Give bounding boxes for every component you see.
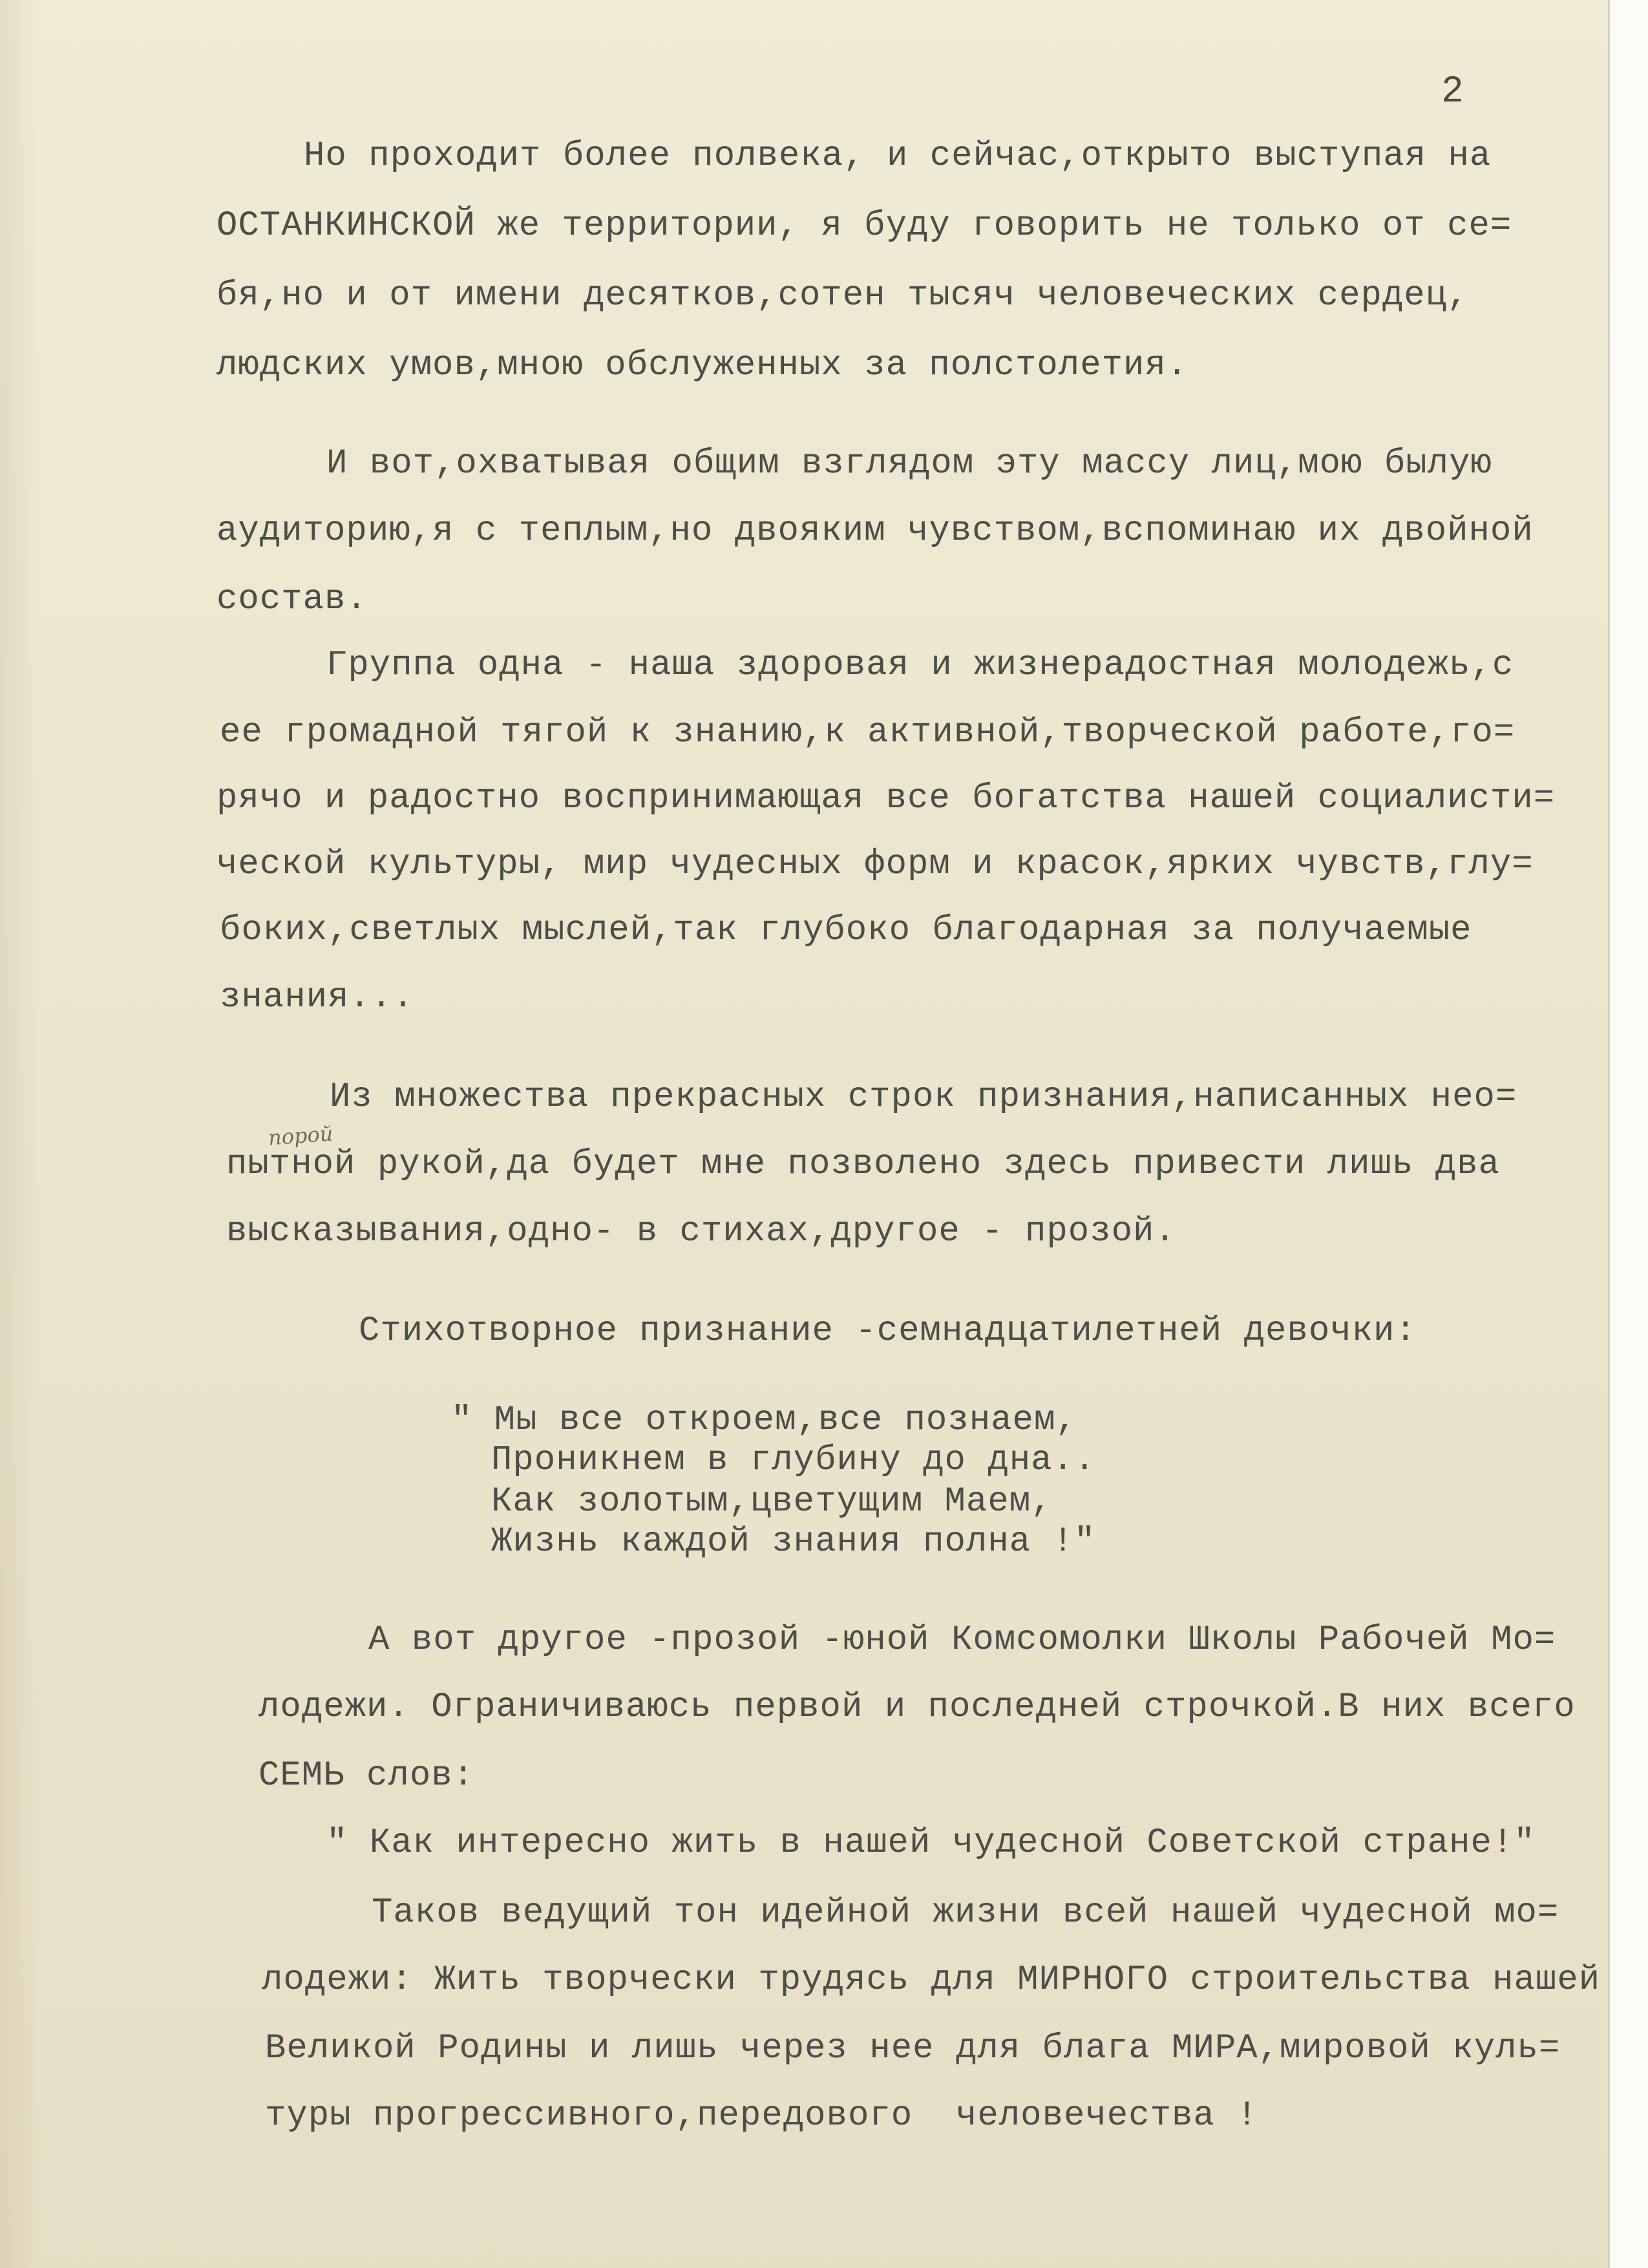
text-line: аудиторию,я с теплым,но двояким чувством,вспоминаю их двойной bbox=[217, 511, 1534, 551]
text-line: ческой культуры, мир чудесных форм и красок,ярких чувств,глу= bbox=[217, 845, 1534, 884]
poem-line: Жизнь каждой знания полна !" bbox=[491, 1522, 1096, 1562]
page-number: 2 bbox=[1441, 71, 1464, 113]
poem-line: " Мы все откроем,все познаем, bbox=[451, 1401, 1077, 1440]
text-line: высказывания,одно- в стихах,другое - прозой. bbox=[226, 1212, 1176, 1251]
page-background-edge bbox=[1608, 0, 1648, 2268]
text-line: состав. bbox=[217, 580, 368, 619]
text-line: Из множества прекрасных строк признания,написанных нео= bbox=[330, 1077, 1517, 1117]
text-line: А вот другое -прозой -юной Комсомолки Школы Рабочей Мо= bbox=[368, 1620, 1556, 1660]
text-line: И вот,охватывая общим взглядом эту массу лиц,мою былую bbox=[326, 444, 1492, 483]
text-line: Великой Родины и лишь через нее для блага МИРА,мировой куль= bbox=[265, 2029, 1561, 2068]
text-line: ее громадной тягой к знанию,к активной,творческой работе,го= bbox=[220, 713, 1516, 752]
text-line: пытной рукой,да будет мне позволено здесь привести лишь два bbox=[226, 1145, 1500, 1184]
text-line: ОСТАНКИНСКОЙ же территории, я буду говорить не только от се= bbox=[217, 206, 1512, 246]
text-line: рячо и радостно воспринимающая все богатства нашей социалисти= bbox=[217, 779, 1556, 818]
quote-line: " Как интересно жить в нашей чудесной Советской стране!" bbox=[326, 1823, 1536, 1863]
text-line: боких,светлых мыслей,так глубоко благодарная за получаемые bbox=[220, 911, 1472, 950]
text-line: туры прогрессивного,передового человечества ! bbox=[265, 2096, 1258, 2136]
text-line: СЕМЬ слов: bbox=[259, 1756, 475, 1796]
poem-line: Проникнем в глубину до дна.. bbox=[491, 1441, 1096, 1480]
handwritten-annotation: порой bbox=[267, 1121, 334, 1150]
text-line: лодежи. Ограничиваюсь первой и последней строчкой.В них всего bbox=[259, 1688, 1576, 1727]
text-line: бя,но и от имени десятков,сотен тысяч человеческих сердец, bbox=[217, 276, 1469, 315]
poem-line: Как золотым,цветущим Маем, bbox=[491, 1482, 1053, 1521]
text-line: знания... bbox=[220, 978, 414, 1017]
text-line: Группа одна - наша здоровая и жизнерадостная молодежь,с bbox=[326, 646, 1514, 685]
text-line: людских умов,мною обслуженных за полстолетия. bbox=[217, 346, 1188, 385]
text-line: Но проходит более полвека, и сейчас,открыто выступая на bbox=[304, 136, 1492, 176]
text-line: Таков ведущий тон идейной жизни всей нашей чудесной мо= bbox=[372, 1893, 1559, 1933]
text-line: лодежи: Жить творчески трудясь для МИРНОГО строительства нашей bbox=[262, 1960, 1601, 2000]
text-line: Стихотворное признание -семнадцатилетней девочки: bbox=[359, 1311, 1417, 1351]
